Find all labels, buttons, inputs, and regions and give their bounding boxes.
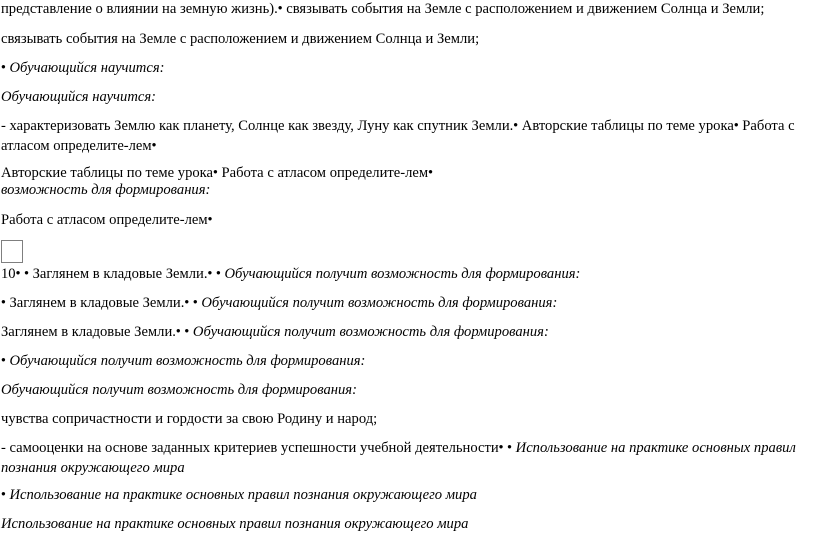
text-line-2: связывать события на Земле с расположением и движением Солнца и Земли; bbox=[1, 31, 480, 47]
line10-text-b: Обучающийся получит возможность для формирования: bbox=[197, 295, 558, 311]
line6-text-b: Работа с атласом определите-лем bbox=[217, 165, 429, 181]
text-line-17: Использование на практике основных правил познания окружающего мира bbox=[1, 516, 469, 532]
text-line-15 bbox=[1, 439, 806, 477]
line11-text-b: Обучающийся получит возможность для формирования: bbox=[189, 324, 549, 340]
line5-text-b: Авторские таблицы по теме урока bbox=[518, 118, 734, 134]
text-line-7: возможность для формирования: bbox=[1, 182, 211, 198]
bullet-icon bbox=[176, 324, 181, 340]
bullet-icon bbox=[184, 295, 189, 311]
line11-text-a: Заглянем в кладовые Земли. bbox=[1, 324, 176, 340]
bullet-icon bbox=[152, 138, 157, 154]
bullet-icon bbox=[207, 266, 212, 282]
text-line-12 bbox=[1, 352, 365, 372]
line5-text-c: Работа с атласом определите-лем bbox=[1, 118, 795, 154]
text-line-4: Обучающийся научится: bbox=[1, 89, 156, 105]
line5-text-a: - характеризовать Землю как планету, Солнце как звезду, Луну как спутник Земли. bbox=[1, 118, 514, 134]
text-line-9 bbox=[1, 265, 580, 285]
line9-text-a: Заглянем в кладовые Земли. bbox=[28, 266, 208, 282]
bullet-icon bbox=[428, 165, 433, 181]
line9-text-b: Обучающийся получит возможность для формирования: bbox=[220, 266, 581, 282]
bullet-icon bbox=[208, 212, 213, 228]
bullet-icon bbox=[16, 266, 21, 282]
line12-text: Обучающийся получит возможность для формирования: bbox=[5, 353, 366, 369]
line15-text-a: - самооценки на основе заданных критериев успешности учебной деятельности bbox=[1, 440, 499, 456]
bullet-icon bbox=[499, 440, 504, 456]
text-line-10 bbox=[1, 294, 557, 314]
line3-text: Обучающийся научится: bbox=[5, 60, 165, 76]
line10-text-a: Заглянем в кладовые Земли. bbox=[5, 295, 185, 311]
line16-text: Использование на практике основных правил познания окружающего мира bbox=[5, 487, 477, 503]
text-line-3 bbox=[1, 59, 164, 79]
text-line-13: Обучающийся получит возможность для формирования: bbox=[1, 382, 357, 398]
line8-text: Работа с атласом определите-лем bbox=[1, 212, 208, 228]
text-line-5 bbox=[1, 117, 806, 157]
image-placeholder bbox=[1, 240, 23, 263]
line1-text-a: представление о влиянии на земную жизнь). bbox=[1, 1, 278, 17]
text-line-11 bbox=[1, 323, 549, 343]
text-line-16 bbox=[1, 486, 477, 506]
line1-text-b: связывать события на Земле с расположением и движением Солнца и Земли; bbox=[282, 1, 765, 17]
text-line-14: чувства сопричастности и гордости за свою Родину и народ; bbox=[1, 411, 378, 427]
text-line-8 bbox=[1, 211, 212, 231]
line9-number: 10 bbox=[1, 266, 16, 282]
text-line-1 bbox=[1, 0, 764, 20]
line6-text-a: Авторские таблицы по теме урока bbox=[1, 165, 214, 181]
line15-text-b: Использование на практике основных правил познания окружающего мира bbox=[1, 440, 796, 476]
